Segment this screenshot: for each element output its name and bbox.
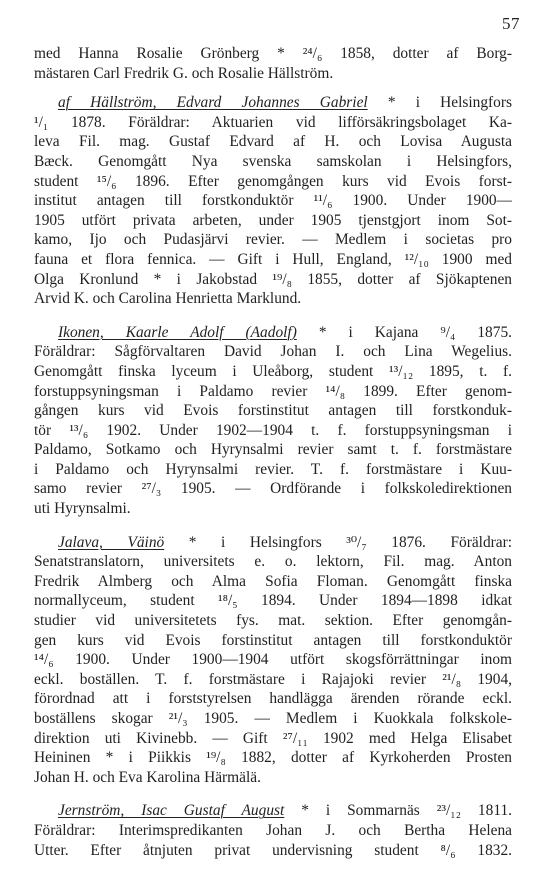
text-line: eckl. boställen. T. f. forstmästare i Rajajoki revier ²¹/₈ 1904, [34, 670, 512, 688]
person-name: Ikonen, Kaarle Adolf (Aadolf) [58, 323, 297, 341]
text-line: gen kurs vid Evois forstinstitut antagen till forstkonduktör [34, 631, 512, 649]
text-line: fauna et flora fennica. — Gift i Hull, England, ¹²/₁₀ 1900 med [34, 250, 512, 268]
entry-heading-rest: * i Sommarnäs ²³/₁₂ 1811. [284, 802, 512, 820]
text-line: forstuppsyningsman i Paldamo revier ¹⁴/₈ 1899. Efter genom- [34, 382, 512, 400]
text-line: Bæck. Genomgått Nya svenska samskolan i Helsingfors, [34, 152, 512, 170]
biography-entry [34, 533, 512, 788]
text-line: i Paldamo och Hyrynsalmi revier. T. f. forstmästare i Kuu- [34, 460, 512, 478]
entry-gap [34, 83, 512, 93]
text-line: 1905 utfört privata arbeten, under 1905 tjenstgjort inom Sot- [34, 211, 512, 229]
entry-heading-rest: * i Helsingfors ³⁰/₇ 1876. Föräldrar: [164, 533, 512, 551]
text-line: Föräldrar: Sågförvaltaren David Johan I. och Lina Wegelius. [34, 343, 512, 361]
biography-entry [34, 323, 512, 519]
text-line: Paldamo, Sotkamo och Hyrynsalmi revier samt t. f. forstmästare [34, 441, 512, 459]
text-line [34, 323, 512, 343]
text-line: direktion uti Kivinebb. — Gift ²⁷/₁₁ 1902 med Helga Elisabet [34, 729, 512, 747]
text-line: Fredrik Almberg och Alma Sofia Floman. Genomgått finska [34, 572, 512, 590]
text-line [34, 93, 512, 113]
text-line: ¹/₁ 1878. Föräldrar: Aktuarien vid lifförsäkringsbolaget Ka- [34, 113, 512, 131]
person-name: Jernström, Isac Gustaf August [58, 802, 285, 820]
text-line: ¹⁴/₆ 1900. Under 1900—1904 utfört skogsförrättningar inom [34, 651, 512, 669]
biography-entry [34, 801, 512, 860]
text-line: med Hanna Rosalie Grönberg * ²⁴/₆ 1858, dotter af Borg- [34, 45, 512, 62]
text-line: Föräldrar: Interimspredikanten Johan J. och Bertha Helena [34, 821, 512, 839]
text-line: studier vid universitetets fys. mat. sektion. Efter genomgån- [34, 612, 512, 630]
entry-heading-rest: * i Kajana ⁹/₄ 1875. [296, 323, 512, 341]
text-line: student ¹⁵/₆ 1896. Efter genomgången kurs vid Evois forst- [34, 172, 512, 190]
text-line: samo revier ²⁷/₃ 1905. — Ordförande i folkskoledirektionen [34, 480, 512, 498]
text-line [34, 533, 512, 553]
page-number: 57 [502, 14, 520, 33]
entry-gap [34, 787, 512, 801]
text-line: gången kurs vid Evois forstinstitut antagen till forstkonduk- [34, 402, 512, 420]
text-line: uti Hyrynsalmi. [34, 500, 131, 518]
entry-gap [34, 309, 512, 323]
entry-heading-rest: * i Helsingfors [367, 94, 512, 112]
text-line: Arvid K. och Carolina Henrietta Marklund. [34, 290, 302, 308]
text-line: Genomgått finska lyceum i Uleåborg, student ¹³/₁₂ 1895, t. f. [34, 362, 512, 380]
text-line: normallyceum, student ¹⁸/₅ 1894. Under 1894—1898 idkat [34, 592, 512, 610]
text-line: Olga Kronlund * i Jakobstad ¹⁹/₈ 1855, dotter af Sjökaptenen [34, 270, 512, 288]
page-body [34, 44, 512, 860]
entry-gap [34, 519, 512, 533]
text-line: mästaren Carl Fredrik G. och Rosalie Hällström. [34, 64, 334, 82]
text-line: leva Fil. mag. Gustaf Edvard af H. och Lovisa Augusta [34, 133, 512, 151]
text-line: Heininen * i Piikkis ¹⁹/₈ 1882, dotter af Kyrkoherden Prosten [34, 749, 512, 767]
biography-entry [34, 44, 512, 83]
person-name: af Hällström, Edvard Johannes Gabriel [58, 94, 368, 112]
text-line: institut antagen till forstkonduktör ¹¹/₆ 1900. Under 1900— [34, 192, 512, 210]
text-line [34, 801, 512, 821]
text-line: förordnad att i forststyrelsen handlägga ärenden rörande eckl. [34, 690, 512, 708]
text-line: tör ¹³/₆ 1902. Under 1902—1904 t. f. forstuppsyningsman i [34, 421, 512, 439]
text-line: Senatstranslatorn, universitets e. o. lektorn, Fil. mag. Anton [34, 553, 512, 571]
text-line: boställens skogar ²¹/₃ 1905. — Medlem i Kuokkala folkskole- [34, 710, 512, 727]
biography-entry [34, 93, 512, 309]
person-name: Jalava, Väinö [58, 533, 165, 551]
text-line: Utter. Efter åtnjuten privat undervisning student ⁸/₆ 1832. [34, 841, 512, 859]
text-line: Johan H. och Eva Karolina Härmälä. [34, 768, 261, 786]
text-line: kamo, Ijo och Pudasjärvi revier. — Medlem i societas pro [34, 231, 512, 249]
